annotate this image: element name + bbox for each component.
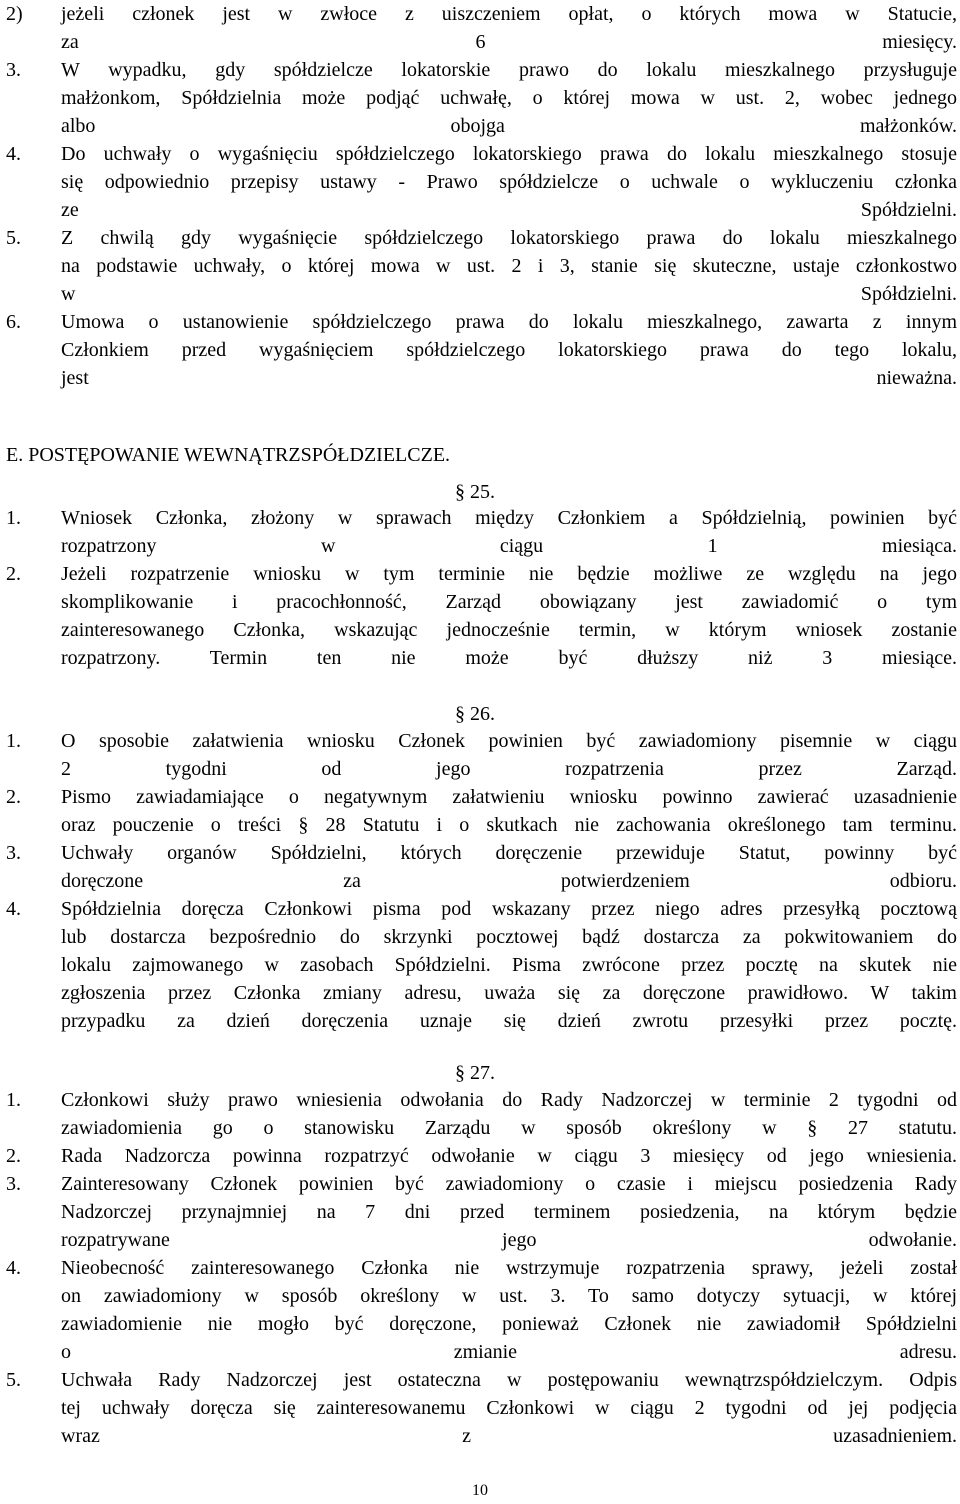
- item-number: 4.: [6, 143, 21, 165]
- item-number: 1.: [6, 1089, 21, 1111]
- text-line: zgłoszenia przez Członka zmiany adresu, uważa się za doręczone prawidłowo. W takim: [61, 982, 957, 1004]
- list-item: [6, 1086, 958, 1142]
- text-line: Spółdzielnia doręcza Członkowi pisma pod wskazany przez niego adres przesyłką pocztową: [61, 898, 957, 920]
- text-line: Uchwały organów Spółdzielni, których doręczenie przewiduje Statut, powinny być: [61, 842, 957, 864]
- text-line: Z chwilą gdy wygaśnięcie spółdzielczego lokatorskiego prawa do lokalu mieszkalnego: [61, 227, 957, 249]
- text-line: zawiadomienie nie mogło być doręczone, ponieważ Członek nie zawiadomił Spółdzielni: [61, 1313, 957, 1335]
- item-number: 2.: [6, 786, 21, 808]
- text-line: O sposobie załatwienia wniosku Członek powinien być zawiadomiony pisemnie w ciągu: [61, 730, 957, 752]
- text-line: Umowa o ustanowienie spółdzielczego prawa do lokalu mieszkalnego, zawarta z innym: [61, 311, 957, 333]
- item-text: [61, 224, 957, 308]
- text-line: Wniosek Członka, złożony w sprawach między Członkiem a Spółdzielnią, powinien być: [61, 507, 957, 529]
- item-text: [61, 504, 957, 560]
- text-line: małżonkom, Spółdzielnia może podjąć uchwałę, o której mowa w ust. 2, wobec jednego: [61, 87, 957, 109]
- section-sign: §: [455, 1062, 465, 1084]
- text-line: o zmianie adresu.: [61, 1341, 957, 1363]
- text-line: na podstawie uchwały, o której mowa w ust. 2 i 3, stanie się skuteczne, ustaje członkostwo: [61, 255, 957, 277]
- item-text: [61, 308, 957, 392]
- text-line: Nieobecność zainteresowanego Członka nie wstrzymuje rozpatrzenia sprawy, jeżeli został: [61, 1257, 957, 1279]
- section-sign: §: [455, 481, 465, 503]
- list-item: [6, 895, 958, 1035]
- text-line: jeżeli członek jest w zwłoce z uiszczeniem opłat, o których mowa w Statucie,: [61, 3, 957, 25]
- text-line: rozpatrzony w ciągu 1 miesiąca.: [61, 535, 957, 557]
- text-line: lub dostarcza bezpośrednio do skrzynki pocztowej bądź dostarcza za pokwitowaniem do: [61, 926, 957, 948]
- item-text: [61, 895, 957, 1035]
- text-line: ze Spółdzielni.: [61, 199, 957, 221]
- item-text: [61, 140, 957, 224]
- item-text: [61, 1142, 957, 1170]
- item-number: 1.: [6, 730, 21, 752]
- text-line: W wypadku, gdy spółdzielcze lokatorskie prawo do lokalu mieszkalnego przysługuje: [61, 59, 957, 81]
- text-line: przypadku za dzień doręczenia uznaje się dzień zwrotu przesyłki przez pocztę.: [61, 1010, 957, 1032]
- list-item: [6, 504, 958, 560]
- list-item: [6, 1142, 958, 1170]
- item-number: 3.: [6, 842, 21, 864]
- text-line: tej uchwały doręcza się zainteresowanemu Członkowi w ciągu 2 tygodni od jej podjęcia: [61, 1397, 957, 1419]
- text-line: Nadzorczej przynajmniej na 7 dni przed terminem posiedzenia, na którym będzie: [61, 1201, 957, 1223]
- item-number: 1.: [6, 507, 21, 529]
- item-number: 2.: [6, 1145, 21, 1167]
- paragraph-number-text: 26.: [470, 703, 495, 725]
- item-number: 5.: [6, 227, 21, 249]
- item-text: [61, 560, 957, 672]
- text-line: on zawiadomiony w sposób określony w ust. 3. To samo dotyczy sytuacji, w której: [61, 1285, 957, 1307]
- item-text: [61, 1366, 957, 1450]
- item-text: [61, 1086, 957, 1142]
- item-number: 4.: [6, 898, 21, 920]
- text-line: za 6 miesięcy.: [61, 31, 957, 53]
- list-item: [6, 308, 958, 392]
- list-item: [6, 560, 958, 672]
- list-item: [6, 1254, 958, 1366]
- item-number: 2): [6, 3, 23, 25]
- paragraph-number-text: 27.: [470, 1062, 495, 1084]
- item-text: [61, 839, 957, 895]
- text-line: zawiadomienia go o stanowisku Zarządu w sposób określony w § 27 statutu.: [61, 1117, 957, 1139]
- list-item: [6, 1366, 958, 1450]
- page-number: 10: [472, 1482, 488, 1499]
- list-item: [6, 0, 958, 56]
- list-item: [6, 839, 958, 895]
- item-number: 3.: [6, 1173, 21, 1195]
- text-line: w Spółdzielni.: [61, 283, 957, 305]
- list-item: [6, 56, 958, 140]
- list-item: [6, 224, 958, 308]
- list-item: [6, 727, 958, 783]
- text-line: rozpatrzony. Termin ten nie może być dłuższy niż 3 miesiące.: [61, 647, 957, 669]
- item-number: 6.: [6, 311, 21, 333]
- text-line: doręczone za potwierdzeniem odbioru.: [61, 870, 957, 892]
- text-line: skomplikowanie i pracochłonność, Zarząd obowiązany jest zawiadomić o tym: [61, 591, 957, 613]
- text-line: Pismo zawiadamiające o negatywnym załatwieniu wniosku powinno zawierać uzasadnienie: [61, 786, 957, 808]
- text-line: Zainteresowany Członek powinien być zawiadomiony o czasie i miejscu posiedzenia Rady: [61, 1173, 957, 1195]
- text-line: rozpatrywane jego odwołanie.: [61, 1229, 957, 1251]
- item-number: 3.: [6, 59, 21, 81]
- list-item: [6, 1170, 958, 1254]
- text-line: zainteresowanego Członka, wskazując jednocześnie termin, w którym wniosek zostanie: [61, 619, 957, 641]
- list-item: [6, 783, 958, 839]
- text-line: lokalu zajmowanego w zasobach Spółdzielni. Pisma zwrócone przez pocztę na skutek nie: [61, 954, 957, 976]
- section-heading: E. POSTĘPOWANIE WEWNĄTRZSPÓŁDZIELCZE.: [6, 444, 451, 466]
- text-line: jest nieważna.: [61, 367, 957, 389]
- item-text: [61, 727, 957, 783]
- text-line: 2 tygodni od jego rozpatrzenia przez Zarząd.: [61, 758, 957, 780]
- text-line: Uchwała Rady Nadzorczej jest ostateczna w postępowaniu wewnątrzspółdzielczym. Odpis: [61, 1369, 957, 1391]
- text-line: oraz pouczenie o treści § 28 Statutu i o skutkach nie zachowania określonego tam terminu.: [61, 814, 957, 836]
- paragraph-number: [455, 700, 495, 728]
- item-number: 2.: [6, 563, 21, 585]
- paragraph-number: [455, 1059, 495, 1087]
- item-text: [61, 56, 957, 140]
- item-text: [61, 0, 957, 56]
- paragraph-number: [455, 478, 495, 506]
- item-text: [61, 1170, 957, 1254]
- section-sign: §: [455, 703, 465, 725]
- text-line: wraz z uzasadnieniem.: [61, 1425, 957, 1447]
- paragraph-number-text: 25.: [470, 481, 495, 503]
- text-line: Do uchwały o wygaśnięciu spółdzielczego lokatorskiego prawa do lokalu mieszkalnego stosuje: [61, 143, 957, 165]
- text-line: Członkiem przed wygaśnięciem spółdzielczego lokatorskiego prawa do tego lokalu,: [61, 339, 957, 361]
- item-text: [61, 783, 957, 839]
- text-line: się odpowiednio przepisy ustawy - Prawo spółdzielcze o uchwale o wykluczeniu członka: [61, 171, 957, 193]
- item-text: [61, 1254, 957, 1366]
- text-line: albo obojga małżonków.: [61, 115, 957, 137]
- item-number: 5.: [6, 1369, 21, 1391]
- text-line: Członkowi służy prawo wniesienia odwołania do Rady Nadzorczej w terminie 2 tygodni od: [61, 1089, 957, 1111]
- item-number: 4.: [6, 1257, 21, 1279]
- text-line: Rada Nadzorcza powinna rozpatrzyć odwołanie w ciągu 3 miesięcy od jego wniesienia.: [61, 1145, 957, 1167]
- text-line: Jeżeli rozpatrzenie wniosku w tym terminie nie będzie możliwe ze względu na jego: [61, 563, 957, 585]
- list-item: [6, 140, 958, 224]
